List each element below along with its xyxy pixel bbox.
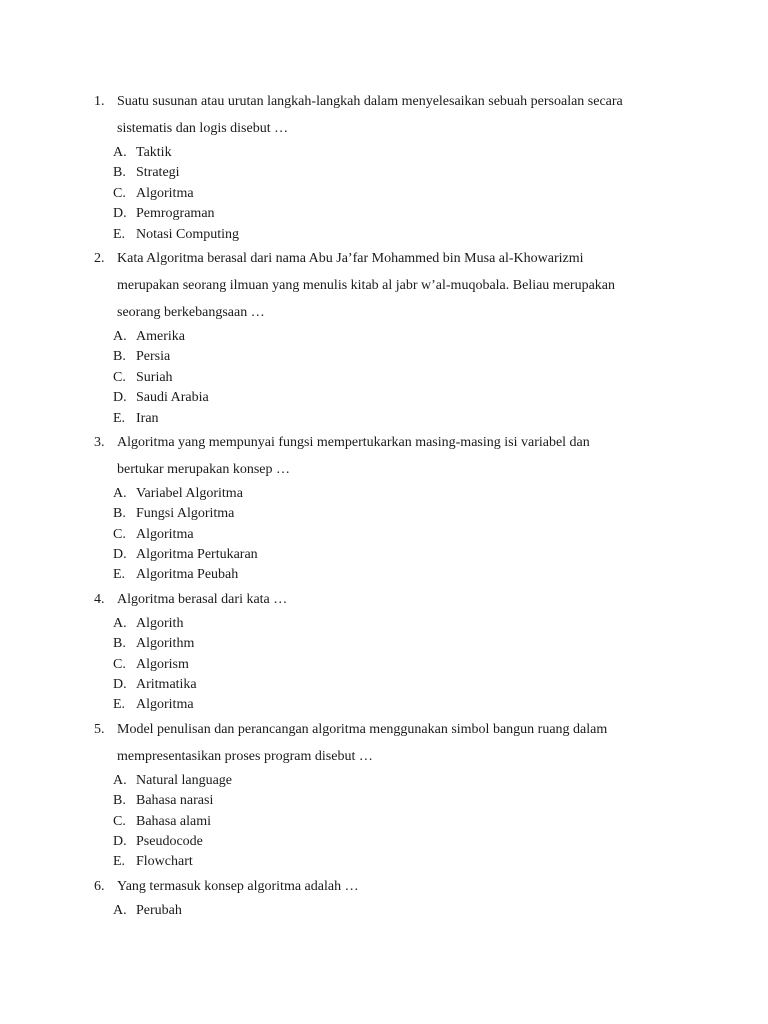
- question-text: Model penulisan dan perancangan algoritma menggunakan simbol bangun ruang dalam: [117, 721, 608, 737]
- option-text: Iran: [136, 410, 159, 426]
- option-list: [0, 614, 768, 716]
- option-text: Algoritma: [136, 185, 194, 201]
- option-letter: D.: [113, 677, 127, 693]
- option-letter: B.: [113, 165, 126, 181]
- question-text: Algoritma berasal dari kata …: [117, 591, 288, 607]
- option-list: [0, 771, 768, 873]
- answer-option: [0, 204, 768, 224]
- option-text: Notasi Computing: [136, 226, 240, 242]
- answer-option: [0, 675, 768, 695]
- answer-option: [0, 327, 768, 347]
- question-text: Yang termasuk konsep algoritma adalah …: [117, 878, 359, 894]
- option-text: Natural language: [136, 772, 233, 788]
- question-text-line: [0, 456, 768, 483]
- option-text: Fungsi Algoritma: [136, 506, 235, 522]
- question-number: 2.: [94, 250, 105, 266]
- answer-option: [0, 525, 768, 545]
- answer-option: [0, 852, 768, 872]
- question-text-line: [0, 743, 768, 770]
- option-letter: A.: [113, 485, 127, 501]
- option-letter: E.: [113, 226, 126, 242]
- option-text: Algoritma: [136, 697, 194, 713]
- option-text: Algorism: [136, 656, 189, 672]
- question-text: bertukar merupakan konsep …: [117, 461, 290, 477]
- answer-option: [0, 695, 768, 715]
- question-text-line: [0, 115, 768, 142]
- answer-option: [0, 409, 768, 429]
- option-letter: C.: [113, 185, 126, 201]
- question-text-first-line: [0, 586, 768, 613]
- answer-option: [0, 812, 768, 832]
- option-text: Amerika: [136, 328, 185, 344]
- answer-option: [0, 545, 768, 565]
- option-text: Aritmatika: [136, 677, 197, 693]
- answer-option: [0, 347, 768, 367]
- option-letter: E.: [113, 567, 126, 583]
- option-letter: E.: [113, 697, 126, 713]
- option-text: Bahasa narasi: [136, 793, 214, 809]
- option-letter: C.: [113, 813, 126, 829]
- answer-option: [0, 504, 768, 524]
- option-letter: A.: [113, 328, 127, 344]
- option-text: Algoritma Peubah: [136, 567, 239, 583]
- answer-option: [0, 143, 768, 163]
- question-text: sistematis dan logis disebut …: [117, 121, 289, 136]
- option-text: Suriah: [136, 369, 173, 385]
- question-number: 6.: [94, 878, 105, 894]
- option-letter: A.: [113, 145, 127, 160]
- option-list: [0, 484, 768, 586]
- answer-option: [0, 634, 768, 654]
- option-letter: A.: [113, 772, 127, 788]
- question-text-first-line: [0, 245, 768, 272]
- option-letter: D.: [113, 833, 127, 849]
- option-list: [0, 327, 768, 429]
- answer-option: [0, 655, 768, 675]
- question-text: mempresentasikan proses program disebut …: [117, 748, 373, 764]
- option-text: Algoritma Pertukaran: [136, 547, 258, 563]
- option-letter: C.: [113, 526, 126, 542]
- answer-option: [0, 184, 768, 204]
- option-text: Pemrograman: [136, 206, 215, 222]
- option-text: Strategi: [136, 165, 180, 181]
- option-letter: D.: [113, 390, 127, 406]
- question-1: [0, 88, 768, 245]
- option-letter: C.: [113, 656, 126, 672]
- option-text: Algorith: [136, 615, 184, 631]
- question-6: [0, 873, 768, 921]
- question-text: Algoritma yang mempunyai fungsi mempertukarkan masing-masing isi variabel dan: [117, 434, 590, 450]
- option-letter: A.: [113, 902, 127, 918]
- question-number: 4.: [94, 591, 105, 607]
- option-text: Algorithm: [136, 636, 195, 652]
- option-text: Algoritma: [136, 526, 194, 542]
- question-text: merupakan seorang ilmuan yang menulis kitab al jabr w’al-muqobala. Beliau merupakan: [117, 277, 616, 293]
- answer-option: [0, 388, 768, 408]
- answer-option: [0, 771, 768, 791]
- option-text: Variabel Algoritma: [136, 485, 243, 501]
- option-text: Flowchart: [136, 854, 193, 870]
- question-text-line: [0, 299, 768, 326]
- answer-option: [0, 565, 768, 585]
- option-text: Bahasa alami: [136, 813, 212, 829]
- question-text: seorang berkebangsaan …: [117, 304, 265, 320]
- option-list: [0, 901, 768, 921]
- option-letter: D.: [113, 547, 127, 563]
- question-number: 1.: [94, 94, 105, 109]
- question-4: [0, 586, 768, 716]
- option-letter: B.: [113, 793, 126, 809]
- question-5: [0, 716, 768, 873]
- answer-option: [0, 368, 768, 388]
- question-text-line: [0, 272, 768, 299]
- question-text: Kata Algoritma berasal dari nama Abu Ja’far Mohammed bin Musa al-Khowarizmi: [117, 250, 584, 266]
- option-text: Saudi Arabia: [136, 390, 209, 406]
- answer-option: [0, 484, 768, 504]
- question-text-first-line: [0, 88, 768, 115]
- option-letter: B.: [113, 506, 126, 522]
- option-letter: B.: [113, 349, 126, 365]
- option-text: Pseudocode: [136, 833, 203, 849]
- option-letter: C.: [113, 369, 126, 385]
- option-list: [0, 143, 768, 245]
- question-text: Suatu susunan atau urutan langkah-langkah dalam menyelesaikan sebuah persoalan secara: [117, 94, 623, 109]
- question-3: [0, 429, 768, 586]
- option-letter: E.: [113, 854, 126, 870]
- option-text: Taktik: [136, 145, 172, 160]
- option-letter: B.: [113, 636, 126, 652]
- option-text: Persia: [136, 349, 171, 365]
- answer-option: [0, 791, 768, 811]
- question-text-first-line: [0, 873, 768, 900]
- answer-option: [0, 225, 768, 245]
- answer-option: [0, 614, 768, 634]
- answer-option: [0, 163, 768, 183]
- answer-option: [0, 901, 768, 921]
- question-list: [0, 88, 768, 921]
- answer-option: [0, 832, 768, 852]
- question-text-first-line: [0, 429, 768, 456]
- option-letter: A.: [113, 615, 127, 631]
- question-2: [0, 245, 768, 429]
- option-letter: E.: [113, 410, 126, 426]
- option-letter: D.: [113, 206, 127, 222]
- question-number: 3.: [94, 434, 105, 450]
- question-number: 5.: [94, 721, 105, 737]
- question-text-first-line: [0, 716, 768, 743]
- option-text: Perubah: [136, 902, 182, 918]
